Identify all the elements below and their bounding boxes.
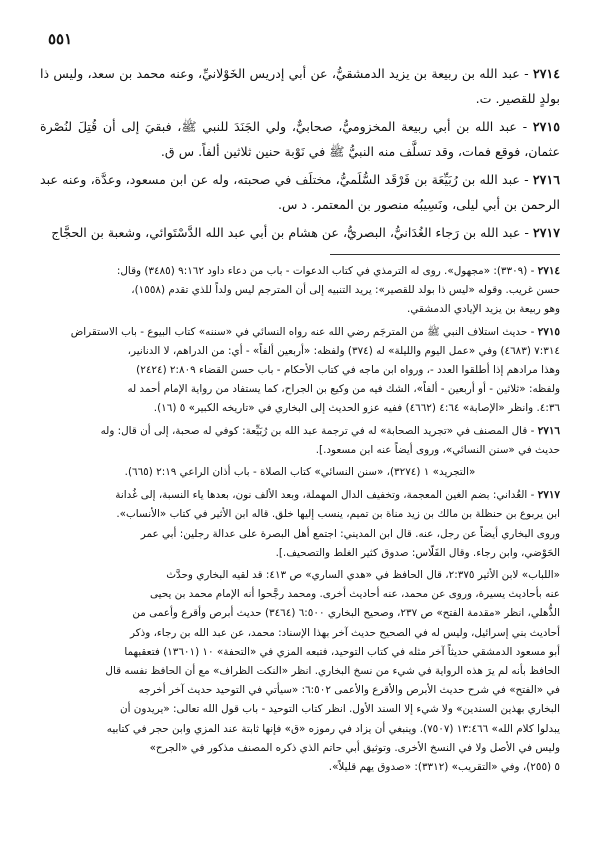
footnote-line: ٤:٣٦. وانظر «الإصابة» ٤:٦٤ (٤٦٦٢) ففيه عزو الحديث إلى البخاري في «تاريخه الكبير» ٥ (١٦). [153,402,560,415]
entry-number: ٢٧١٥ [532,119,560,134]
footnote [40,262,560,320]
footnote-line: وروى البخاري أيضاً عن رجل، عنه. قال ابن المديني: اجتمع أهل البصرة على عدالة رجلين: أبي عمر [140,527,560,540]
footnote-line: أبو مسعود الدمشقي حديثاً آخر مثله في كتاب التوحيد، فتبعه المزي في «التحفة» ١٠ (١٣٦٠١) فتعقبهما [124,645,560,658]
entry [40,115,560,164]
footnote-divider [330,254,560,255]
entry-number: ٢٧١٦ [532,172,560,187]
footnote-number: ٢٧١٧ [537,489,560,502]
page-number: ٥٥١ [48,30,73,48]
footnote-number: ٢٧١٥ [537,325,560,338]
footnote [40,486,560,563]
footnote-text: - حديث استلاف النبي ﷺ من المترجَم رضي الله عنه رواه النسائي في «سننه» كتاب البيوع - باب الاستقراض [70,325,535,338]
footnote-number: ٢٧١٦ [537,424,560,437]
entry-text: - عبد الله بن ربيعة بن يزيد الدمشقيُّ، عن أبي إدريس الخَوْلانيِّ، وعنه محمد بن سعد، وليس ذا بولدٍ للقصير. ت. [40,66,560,106]
footnote-reference: «التجريد» ١ (٣٢٧٤)، «سنن النسائي» كتاب الصلاة - باب أذان الراعي ٢:١٩ (٦٦٥). [124,466,476,479]
entry-text: - عبد الله بن رَجاء الغُدَانيُّ، البصريُّ، عن هشام بن أبي عبد الله الدَّسْتَوائي، وشعبة بن الحجَّاج [51,225,529,240]
entry [40,168,560,217]
footnote-text: - قال المصنف في «تجريد الصحابة» له في ترجمة عبد الله بن رُبَيِّعة: كوفي له صحبة، إلى أن قال: وله [100,424,535,437]
footnote [40,422,560,460]
footnote-line [40,486,560,505]
footnote-line: ابن يربوع بن حنظلة بن مالك بن زيد مناة بن تميم، ينسب إليها خلق. قاله ابن الأثير في كتاب «الأنساب». [116,508,560,521]
footnote-line: عنه بأحاديث يسيرة، وروى عن محمد، عنه أحاديث أخرى. ومحمد رجَّحوا أنه الإمام محمد بن يحيى [149,588,560,601]
entry-number: ٢٧١٤ [532,66,560,81]
footnote-line: الحافظ بأنه لم يرَ هذه الرواية في شيء من نسخ البخاري. انظر «النكت الظراف» مع أن الحافظ نفسه قال [105,665,560,678]
main-text [40,62,560,250]
footnote-continuation [40,566,560,777]
entry [40,62,560,111]
footnote-line: حسن غريب. وقوله «ليس ذا بولد للقصير»: يريد التنبيه إلى أن المترجم ليس ولداً للذي تقدم (١٥٥٨)، [131,284,560,297]
footnote-line: ٥ (٢٥٥)، وفي «التقريب» (٣٣١٢): «صدوق يهم قليلاً». [328,761,560,774]
footnotes [40,262,560,780]
footnote-line: وهذا مرادهم إذا أطلقوا العدد -، ورواه ابن ماجه في كتاب الأحكام - باب حسن القضاء ٢:٨٠٩ (٢٤٢٤) [136,364,560,377]
footnote-line: الذُّهلي، انظر «مقدمة الفتح» ص ٢٣٧، وصحيح البخاري ٦:٥٠٠ (٣٤٦٤) حديث أبرص وأقرع وأعمى من [132,607,560,620]
footnote-line: الحَوْضي، وابن رجاء. وقال الفَلّاس: صدوق كثير الغلط والتصحيف.]. [275,546,560,559]
footnote-line: حديث في «سنن النسائي»، وروى أيضاً عنه ابن مسعود.]. [315,443,560,456]
footnote-line [40,422,560,441]
footnote-line: ٧:٣١٤ (٤٦٨٣) وفي «عمل اليوم والليلة» له (٣٧٤) ولفظه: «أربعين ألفاً» - أي: من الدراهم، لا الدنانير، [127,344,560,357]
entry [40,221,560,246]
footnote-line: وليس في الأصل ولا في النسخ الأخرى. وتوثيق أبي حاتم الذي ذكره المصنف مذكور في «الجرح» [149,741,560,754]
footnote-text: - الغُداني: بضم الغين المعجمة، وتخفيف الدال المهملة، وبعد الألف نون، بعدها ياء النسبة، إلى غُدانة [115,489,535,502]
footnote-line [40,262,560,281]
footnote-line: يبدلوا كلام الله» ١٣:٤٦٦ (٧٥٠٧). وينبغي أن يزاد في رموزه «ق» فإنها ثابتة عند المزي وابن حجر في كتابيه [106,722,560,735]
footnote-number: ٢٧١٤ [537,265,560,277]
footnote-line: ولفظه: «ثلاثين - أو أربعين - ألفاً»، الشك فيه من وكيع بن الجراح، كما يستفاد من رواية الإمام أحمد له [127,383,560,396]
footnote-text: - (٣٣٠٩): «مجهول». روى له الترمذي في كتاب الدعوات - باب من دعاء داود ٩:١٦٢ (٣٤٨٥) وقال: [116,265,535,277]
entry-text: - عبد الله بن رُبَيِّعَة بن فَرْقَد السُّلَميُّ، مختلَف في صحبته، وله عن ابن مسعود، وعدَّة، وعنه عبد الرحمن بن أبي ليلى، ونَسِيبُه منصور بن المعتمر. د س. [40,172,560,212]
footnote-line: البخاري بهذين السندين» ولا شيء إلا السند الأول. انظر كتاب التوحيد - باب قول الله تعالى: «يريدون أن [119,703,560,716]
footnote [40,323,560,419]
footnote-line: أحاديث بني إسرائيل، وليس له في الصحيح حديث آخر بهذا الإسناد: محمد، عن عبد الله بن رجاء، وذكر [129,626,560,639]
footnote-line: «اللباب» لابن الأثير ٢:٣٧٥، قال الحافظ في «هدي الساري» ص ٤١٣: قد لقيه البخاري وحدَّث [166,569,560,582]
footnote-line [40,323,560,342]
footnote-line: في «الفتح» في شرح حديث الأبرص والأقرع والأعمى ٦:٥٠٢: «سيأتي في التوحيد حديث آخر أخرجه [138,684,560,697]
entry-number: ٢٧١٧ [532,225,560,240]
entry-text: - عبد الله بن أبي ربيعة المخزوميُّ، صحابيٌّ، ولي الجَنَدَ للنبي ﷺ، فبقيَ إلى أن قُتِلَ لنُصْرة عثمان، فوقع فمات، وقد تسلَّف منه النبيُّ ﷺ في نَوْبة حنين ثلاثين ألفاً. س ق. [40,119,560,159]
footnote-line: وهو ربيعة بن يزيد الإيادي الدمشقي. [407,303,560,316]
